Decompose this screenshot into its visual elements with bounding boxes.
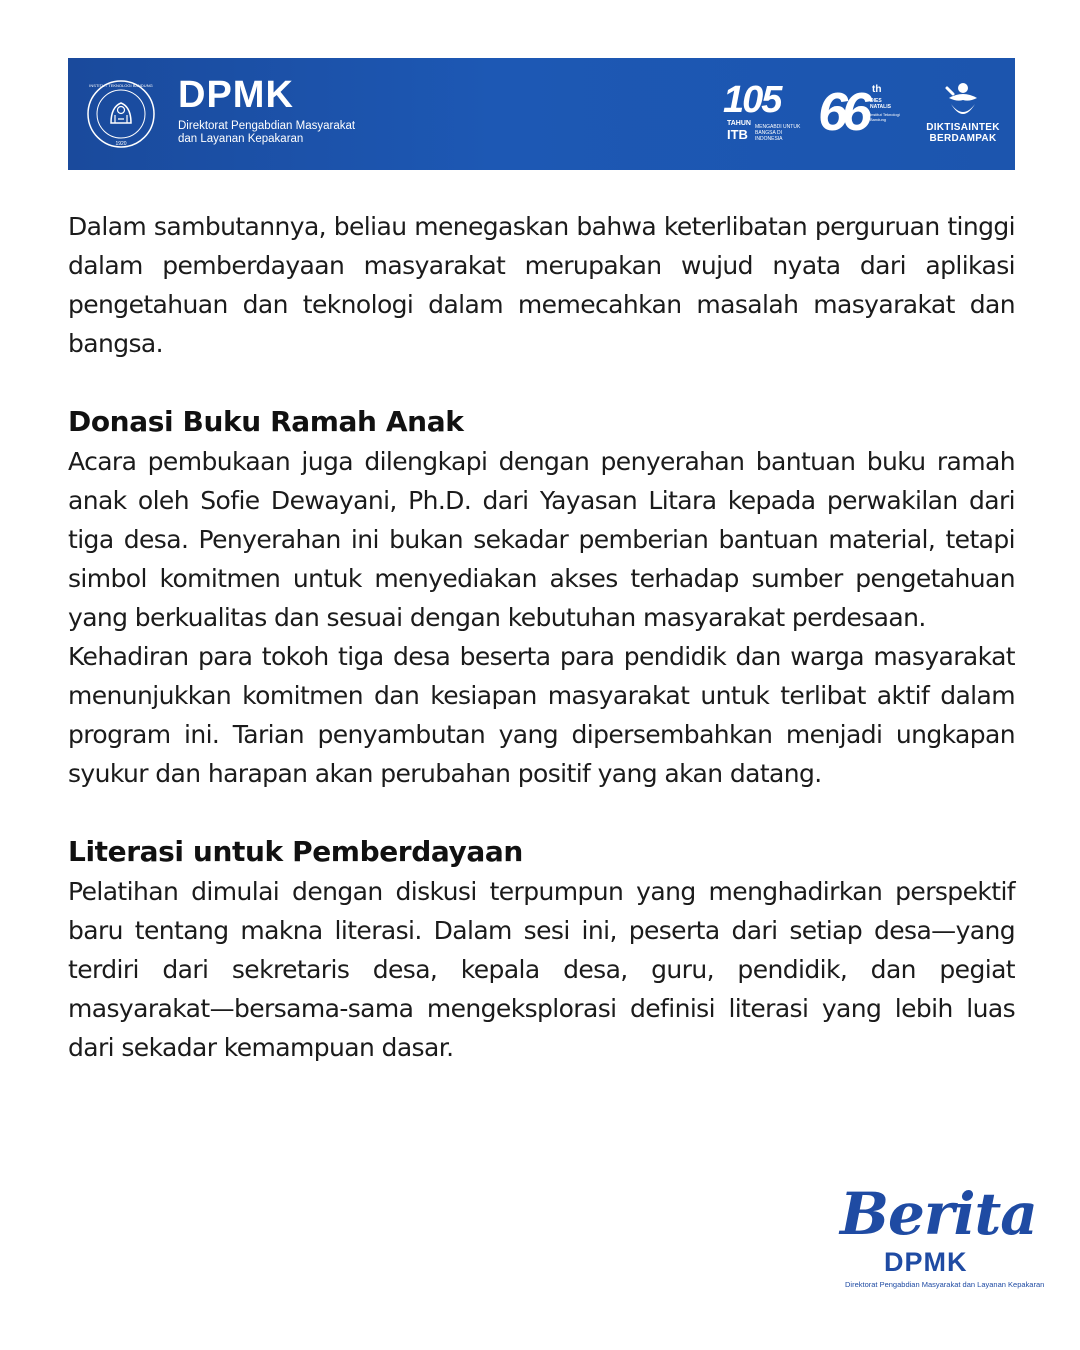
diktisaintek-emblem-icon	[943, 80, 983, 122]
intro-paragraph: Dalam sambutannya, beliau menegaskan bahwa keterlibatan perguruan tinggi dalam pemberdayaan masyarakat merupakan wujud nyata dari aplikasi pengetahuan dan teknologi dalam memecahkan masalah masyarakat dan bangsa.	[68, 212, 1015, 358]
seal-year: 1920	[115, 141, 127, 147]
logo-66-dies: DIES NATALIS	[870, 98, 891, 110]
itb-seal-logo	[86, 79, 156, 149]
footer-script-title: Berita	[840, 1180, 1037, 1248]
logo-105-itb: ITB	[727, 127, 748, 142]
section2-heading: Literasi untuk Pemberdayaan	[68, 835, 523, 868]
brand-subtitle-line2: dan Layanan Kepakaran	[178, 133, 304, 145]
section1-paragraph2: Kehadiran para tokoh tiga desa beserta para pendidik dan warga masyarakat menunjukkan komitmen dan kesiapan masyarakat untuk terlibat aktif dalam program ini. Tarian penyambutan yang dipersembahkan menjadi ungkapan syukur dan harapan akan perubahan positif yang akan datang.	[68, 642, 1015, 788]
article-body	[68, 207, 1015, 1067]
seal-text: INSTITUT TEKNOLOGI BANDUNG	[89, 83, 153, 88]
footer-subtitle: Direktorat Pengabdian Masyarakat dan Layanan Kepakaran	[845, 1280, 1045, 1289]
section1-paragraph1: Acara pembukaan juga dilengkapi dengan penyerahan bantuan buku ramah anak oleh Sofie Dewayani, Ph.D. dari Yayasan Litara kepada perwakilan dari tiga desa. Penyerahan ini bukan sekadar pemberian bantuan material, tetapi simbol komitmen untuk menyediakan akses terhadap sumber pengetahuan yang berkualitas dan sesuai dengan kebutuhan masyarakat perdesaan.	[68, 447, 1015, 632]
dies-natalis-66-logo	[818, 80, 898, 150]
itb-105-logo	[723, 80, 803, 146]
brand-subtitle-line1: Direktorat Pengabdian Masyarakat	[178, 120, 356, 132]
logo-105-tahun: TAHUN	[727, 120, 751, 127]
logo-66-number: 66	[818, 82, 867, 142]
logo-66-dies-sub: Institut Teknologi Bandung	[870, 112, 900, 122]
logo-105-number: 105	[723, 79, 781, 121]
brand-subtitle	[178, 120, 358, 146]
diktisaintek-logo	[923, 80, 1003, 150]
dikti-line2: BERDAMPAK	[929, 133, 997, 144]
logo-66-suffix: th	[872, 84, 882, 95]
dikti-line1: DIKTISAINTEK	[926, 122, 1000, 133]
header-banner	[68, 58, 1015, 170]
berita-dpmk-logo	[830, 1180, 1045, 1300]
logo-105-tagline: MENGABDI UNTUK BANGSA DI INDONESIA	[755, 124, 801, 142]
brand-title: DPMK	[178, 74, 294, 116]
footer-brand: DPMK	[884, 1247, 968, 1277]
section1-heading: Donasi Buku Ramah Anak	[68, 405, 464, 438]
section2-paragraph1: Pelatihan dimulai dengan diskusi terpumpun yang menghadirkan perspektif baru tentang makna literasi. Dalam sesi ini, peserta dari setiap desa—yang terdiri dari sekretaris desa, kepala desa, guru, pendidik, dan pegiat masyarakat—bersama-sama mengeksplorasi definisi literasi yang lebih luas dari sekadar kemampuan dasar.	[68, 877, 1015, 1062]
